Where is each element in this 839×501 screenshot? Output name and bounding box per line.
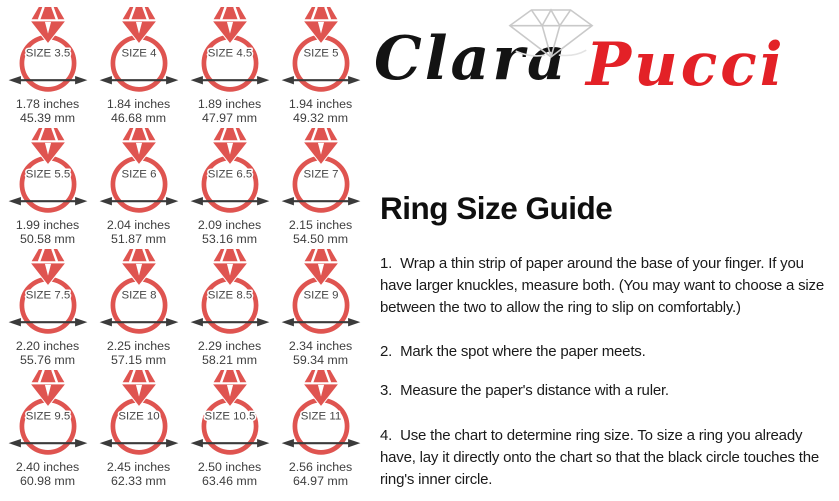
diameter-double-arrow-icon <box>190 318 269 326</box>
instruction-step <box>380 425 835 491</box>
diameter-double-arrow-icon <box>99 197 178 205</box>
ring-size-mm: 60.98 mm <box>19 474 76 489</box>
diamond-crown <box>304 7 337 19</box>
ring-size-label: SIZE 11 <box>300 410 341 423</box>
diameter-double-arrow-icon <box>190 197 269 205</box>
ring-band <box>112 37 164 89</box>
ring-size-cell <box>93 127 184 248</box>
ring-measurements <box>289 218 352 247</box>
step-number: 2. <box>380 343 393 360</box>
ring-measurements <box>16 97 79 126</box>
diamond-crown <box>304 370 337 382</box>
ring-measurements <box>107 339 170 368</box>
ring-size-inches: 2.09 inches <box>197 218 262 232</box>
engagement-ring-icon <box>189 6 271 96</box>
diameter-double-arrow-icon <box>281 439 360 447</box>
brand-name-clara: Clara <box>374 24 569 94</box>
ring-size-label: SIZE 9 <box>303 289 338 302</box>
ring-measurements <box>198 339 261 368</box>
ring-measurements <box>107 97 170 126</box>
diameter-double-arrow-icon <box>281 197 360 205</box>
ring-size-label: SIZE 8.5 <box>207 289 252 302</box>
ring-size-inches: 2.25 inches <box>106 339 171 353</box>
ring-size-cell <box>2 248 93 369</box>
diamond-crown <box>31 249 64 261</box>
ring-measurements <box>289 339 352 368</box>
diamond-crown <box>304 128 337 140</box>
diamond-crown <box>304 249 337 261</box>
ring-size-inches: 1.78 inches <box>15 97 80 111</box>
step-number: 4. <box>380 427 393 444</box>
step-text: Use the chart to determine ring size. To size a ring you already have, lay it directly onto the chart so that the black circle touches the ring's inner circle. <box>380 427 819 488</box>
ring-size-mm: 59.34 mm <box>292 353 349 368</box>
ring-size-cell <box>93 248 184 369</box>
ring-measurements <box>16 218 79 247</box>
ring-size-inches: 2.40 inches <box>15 460 80 474</box>
ring-size-cell <box>184 6 275 127</box>
diamond-crown <box>122 249 155 261</box>
ring-size-mm: 47.97 mm <box>201 111 258 126</box>
diamond-crown <box>31 128 64 140</box>
diameter-double-arrow-icon <box>281 318 360 326</box>
step-text: Wrap a thin strip of paper around the base of your finger. If you have larger knuckles, measure both. (You may want to choose a size between the two to allow the ring to slip on comfortably.) <box>380 255 824 316</box>
ring-size-cell <box>184 127 275 248</box>
diamond-crown <box>213 128 246 140</box>
ring-band <box>21 37 73 89</box>
ring-size-mm: 62.33 mm <box>110 474 167 489</box>
ring-band <box>203 279 255 331</box>
engagement-ring-icon <box>98 369 180 459</box>
diamond-crown <box>122 370 155 382</box>
ring-band <box>294 400 346 452</box>
ring-band <box>112 158 164 210</box>
ring-measurements <box>198 460 261 489</box>
step-number: 1. <box>380 255 393 272</box>
diameter-double-arrow-icon <box>99 439 178 447</box>
engagement-ring-icon <box>7 127 89 217</box>
ring-band <box>21 400 73 452</box>
step-text: Mark the spot where the paper meets. <box>400 343 646 360</box>
ring-size-inches: 1.89 inches <box>197 97 262 111</box>
ring-measurements <box>16 339 79 368</box>
instruction-steps <box>380 253 835 491</box>
guide-title: Ring Size Guide <box>380 190 613 226</box>
ring-band <box>112 279 164 331</box>
instruction-step <box>380 253 835 319</box>
diameter-double-arrow-icon <box>8 197 87 205</box>
ring-size-mm: 57.15 mm <box>110 353 167 368</box>
ring-size-mm: 63.46 mm <box>201 474 258 489</box>
engagement-ring-icon <box>280 369 362 459</box>
ring-size-label: SIZE 10.5 <box>204 410 255 423</box>
ring-size-mm: 51.87 mm <box>110 232 167 247</box>
engagement-ring-icon <box>189 248 271 338</box>
diameter-double-arrow-icon <box>8 439 87 447</box>
engagement-ring-icon <box>280 127 362 217</box>
diamond-crown <box>213 7 246 19</box>
ring-size-mm: 55.76 mm <box>19 353 76 368</box>
engagement-ring-icon <box>280 6 362 96</box>
engagement-ring-icon <box>7 369 89 459</box>
ring-size-mm: 46.68 mm <box>110 111 167 126</box>
ring-band <box>203 400 255 452</box>
ring-size-label: SIZE 5 <box>303 47 338 60</box>
ring-size-label: SIZE 3.5 <box>25 47 70 60</box>
diamond-crown <box>31 370 64 382</box>
ring-band <box>294 279 346 331</box>
ring-size-label: SIZE 4.5 <box>207 47 252 60</box>
diameter-double-arrow-icon <box>190 76 269 84</box>
diameter-double-arrow-icon <box>99 76 178 84</box>
engagement-ring-icon <box>189 369 271 459</box>
ring-size-cell <box>93 6 184 127</box>
ring-size-cell <box>275 127 366 248</box>
ring-measurements <box>107 218 170 247</box>
instruction-step <box>380 341 835 363</box>
ring-size-inches: 2.45 inches <box>106 460 171 474</box>
diamond-crown <box>122 7 155 19</box>
step-text: Measure the paper's distance with a ruler. <box>400 382 669 399</box>
ring-size-inches: 1.94 inches <box>288 97 353 111</box>
ring-size-label: SIZE 7.5 <box>25 289 70 302</box>
ring-size-mm: 58.21 mm <box>201 353 258 368</box>
instruction-step <box>380 380 835 402</box>
ring-size-cell <box>93 369 184 490</box>
ring-size-mm: 53.16 mm <box>201 232 258 247</box>
diameter-double-arrow-icon <box>8 318 87 326</box>
ring-measurements <box>289 460 352 489</box>
ring-band <box>203 158 255 210</box>
ring-size-inches: 2.29 inches <box>197 339 262 353</box>
ring-size-label: SIZE 6.5 <box>207 168 252 181</box>
ring-size-cell <box>275 6 366 127</box>
ring-size-inches: 2.15 inches <box>288 218 353 232</box>
ring-size-inches: 2.34 inches <box>288 339 353 353</box>
diameter-double-arrow-icon <box>8 76 87 84</box>
ring-size-label: SIZE 9.5 <box>25 410 70 423</box>
ring-measurements <box>198 97 261 126</box>
ring-size-inches: 1.99 inches <box>15 218 80 232</box>
engagement-ring-icon <box>189 127 271 217</box>
ring-chart-grid <box>2 6 370 490</box>
ring-size-mm: 45.39 mm <box>19 111 76 126</box>
ring-size-cell <box>184 369 275 490</box>
diamond-crown <box>213 370 246 382</box>
ring-size-inches: 2.50 inches <box>197 460 262 474</box>
ring-band <box>21 158 73 210</box>
ring-size-cell <box>2 6 93 127</box>
step-number: 3. <box>380 382 393 399</box>
diamond-crown <box>213 249 246 261</box>
ring-band <box>294 158 346 210</box>
diameter-double-arrow-icon <box>99 318 178 326</box>
engagement-ring-icon <box>7 248 89 338</box>
diameter-double-arrow-icon <box>281 76 360 84</box>
right-panel <box>374 0 839 501</box>
ring-size-mm: 50.58 mm <box>19 232 76 247</box>
ring-size-label: SIZE 10 <box>117 410 160 423</box>
diamond-crown <box>31 7 64 19</box>
ring-measurements <box>107 460 170 489</box>
ring-size-cell <box>2 127 93 248</box>
ring-measurements <box>16 460 79 489</box>
ring-size-inches: 2.56 inches <box>288 460 353 474</box>
brand-name-pucci: Pucci <box>586 30 786 100</box>
ring-size-inches: 2.20 inches <box>15 339 80 353</box>
engagement-ring-icon <box>7 6 89 96</box>
ring-size-mm: 54.50 mm <box>292 232 349 247</box>
ring-size-mm: 64.97 mm <box>292 474 349 489</box>
ring-size-cell <box>275 248 366 369</box>
engagement-ring-icon <box>280 248 362 338</box>
ring-measurements <box>198 218 261 247</box>
ring-size-mm: 49.32 mm <box>292 111 349 126</box>
engagement-ring-icon <box>98 6 180 96</box>
ring-size-label: SIZE 4 <box>121 47 156 60</box>
ring-size-cell <box>184 248 275 369</box>
ring-band <box>294 37 346 89</box>
ring-size-label: SIZE 5.5 <box>25 168 70 181</box>
ring-size-cell <box>2 369 93 490</box>
engagement-ring-icon <box>98 248 180 338</box>
ring-size-label: SIZE 8 <box>121 289 156 302</box>
diameter-double-arrow-icon <box>190 439 269 447</box>
ring-measurements <box>289 97 352 126</box>
ring-size-label: SIZE 6 <box>121 168 156 181</box>
ring-band <box>203 37 255 89</box>
brand-logo <box>374 0 839 110</box>
ring-band <box>21 279 73 331</box>
diamond-crown <box>122 128 155 140</box>
ring-size-inches: 1.84 inches <box>106 97 171 111</box>
ring-band <box>112 400 164 452</box>
ring-size-label: SIZE 7 <box>303 168 338 181</box>
ring-size-cell <box>275 369 366 490</box>
engagement-ring-icon <box>98 127 180 217</box>
ring-size-inches: 2.04 inches <box>106 218 171 232</box>
